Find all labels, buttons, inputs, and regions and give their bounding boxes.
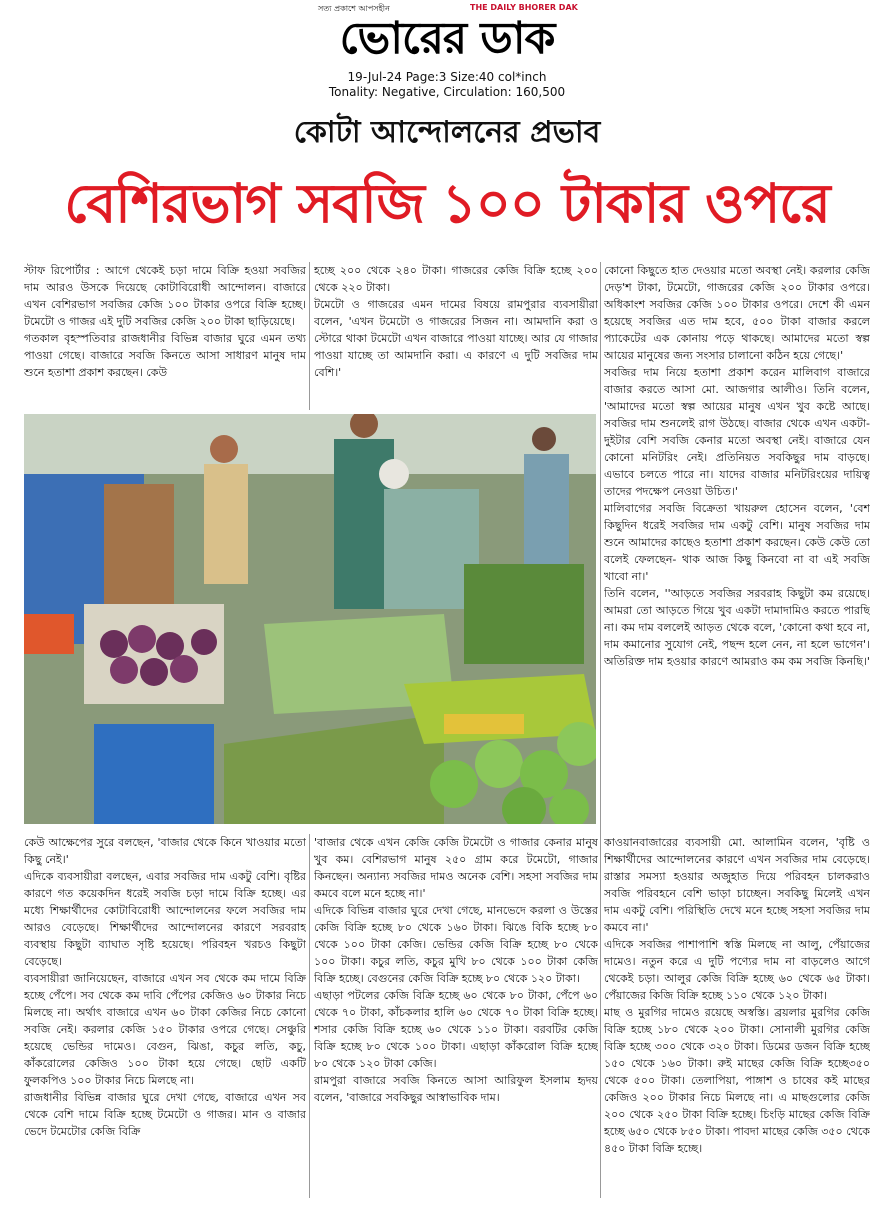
article-column-2-bottom xyxy=(314,834,598,1198)
masthead-english-name: THE DAILY BHORER DAK xyxy=(470,3,578,12)
paragraph: ব্যবসায়ীরা জানিয়েছেন, বাজারে এখন সব থেকে কম দামে বিক্রি হচ্ছে পেঁপে। সব থেকে কম দাবি পেঁপের কেজিও ৬০ টাকার নিচে মিলছে না। অর্থাৎ বাজারে এখন ৬০ টাকা কেজির নিচে কোনো সবজি নেই। করলার কেজি ১৫০ টাকার ওপরে গেছে। সেঞ্চুরি হয়েছে ভেন্ডির দামেও। বেগুন, ঝিঙা, কচুর লতি, কচু, কাঁকরোলের কেজিও ১০০ টাকা হয়ে গেছে। ছোট একটি ফুলকপিও ১০০ টাকার নিচে মিলছে না। xyxy=(24,972,306,1087)
article-column-3 xyxy=(604,262,870,840)
article-column-3-bottom xyxy=(604,834,870,1198)
paragraph: তিনি বলেন, ''আড়তে সবজির সরবরাহ কিছুটা কম রয়েছে। আমরা তো আড়তে গিয়ে খুব একটা দামাদামিও করতে পারছি না। কম দাম বললেই আড়ত থেকে বলে, 'কোনো কথা হবে না, দাম কমানোর সুযোগ নেই, পছন্দ হলে নেন, না হলে ভাগেন'। অতিরিক্ত দাম হওয়ার কারণে আমরাও কম কম সবজি কিনছি।' xyxy=(604,587,870,668)
paragraph: মাছ ও মুরগির দামেও রয়েছে অস্বস্তি। ব্রয়লার মুরগির কেজি বিক্রি হচ্ছে ১৮০ থেকে ২০০ টাকা। সোনালী মুরগির কেজি বিক্রি হচ্ছে ৩০০ থেকে ৩২০ টাকা। ডিমের ডজন বিক্রি হচ্ছে ১৫০ থেকে ১৬০ টাকা। রুই মাছের কেজি বিক্রি হচ্ছে৩৫০ থেকে ৫০০ টাকা। তেলাপিয়া, পাঙ্গাশ ও চাষের কই মাছের কেজিও ২০০ টাকার নিচে মিলছে না। এ মাছগুলোর কেজি ২০০ থেকে ২৫০ টাকা বিক্রি হচ্ছে। চিংড়ি মাছের কেজি বিক্রি হচ্ছে ৬৫০ থেকে ৮৫০ টাকা। পাবদা মাছের কেজি ৩৫০ থেকে ৪৫০ টাকা বিক্রি হচ্ছে। xyxy=(604,1006,870,1155)
paragraph: হচ্ছে ২০০ থেকে ২৪০ টাকা। গাজরের কেজি বিক্রি হচ্ছে ২০০ থেকে ২২০ টাকা। xyxy=(314,264,598,294)
paragraph: টমেটো ও গাজরের এমন দামের বিষয়ে রামপুরার ব্যবসায়ীরা বলেন, 'এখন টমেটো ও গাজরের সিজন না। আমদানি করা ও স্টোরে থাকা টমেটো এখন বাজারে পাওয়া যাচ্ছে। আর যে গাজার পাওয়া যাচ্ছে তা আমদানি করা। এ কারণে এ দুটি সবজির দাম বেশি।' xyxy=(314,298,598,379)
clipping-meta-line-1: 19-Jul-24 Page:3 Size:40 col*inch xyxy=(347,70,547,84)
paragraph: কোনো কিছুতে হাত দেওয়ার মতো অবস্থা নেই। করলার কেজি দেড়'শ টাকা, টমেটো, গাজরের কেজি ২০০ টাকার ওপরে। অধিকাংশ সবজির কেজি ১০০ টাকার ওপরে। দেশে কী এমন হয়েছে সবজির এত দাম হবে, ৫০০ টাকা বাজার করলে প্যাকেটের এক কোনায় পড়ে থাকছে। আমাদের মতো স্বল্প আয়ের মানুষের জন্য সংসার চালানো কঠিন হয়ে গেছে।' xyxy=(604,264,870,362)
column-divider xyxy=(309,262,310,410)
column-divider xyxy=(309,834,310,1198)
paragraph: কাওয়ানবাজারের ব্যবসায়ী মো. আলামিন বলেন, 'বৃষ্টি ও শিক্ষার্থীদের আন্দোলনের কারণে এখন সবজির দাম বেড়েছে। রাস্তার সমস্যা হওয়ার অজুহাত দিয়ে পরিবহন চালকরাও সবজি পরিবহনে বেশি ভাড়া চাচ্ছেন। সবকিছু মিলেই এখন দাম একটু বেশি। পরিস্থিতি দেখে মনে হচ্ছে সহসা সবজির দাম কমবে না।' xyxy=(604,836,870,934)
column-divider xyxy=(600,262,601,1198)
paragraph: সবজির দাম নিয়ে হতাশা প্রকাশ করেন মালিবাগ বাজারে বাজার করতে আসা মো. আজগার আলীও। তিনি বলেন, 'আমাদের মতো স্বল্প আয়ের মানুষ এখন খুব কষ্টে আছে। সবজির দাম শুনলেই রাগ উঠছে। বাজার থেকে এখন একটা-দুইটার বেশি সবজি কেনার মতো অবস্থা নেই। বাজারে যেন কোনো মনিটরিং নেই। প্রতিনিয়ত সবকিছুর দাম বাড়ছে। এভাবে চলতে পারে না। যাদের বাজার মনিটরিংয়ের দায়িত্ব তাদের পদক্ষেপ নেওয়া উচিত।' xyxy=(604,366,870,498)
paragraph: কেউ আক্ষেপের সুরে বলছেন, 'বাজার থেকে কিনে খাওয়ার মতো কিছু নেই।' xyxy=(24,836,306,866)
paragraph: রাজধানীর বিভিন্ন বাজার ঘুরে দেখা গেছে, বাজারে এখন সব থেকে বেশি দামে বিক্রি হচ্ছে টমেটো ও গাজর। মান ও বাজার ভেদে টমেটোর কেজি বিক্রি xyxy=(24,1091,306,1138)
paragraph: এদিকে বিভিন্ন বাজার ঘুরে দেখা গেছে, মানভেদে করলা ও উস্তের কেজি বিক্রি হচ্ছে ৮০ থেকে ১৬০ টাকা। ঝিঙে বিকি হচ্ছে ৮০ থেকে ১০০ টাকা কেজি। ভেন্ডির কেজি বিক্রি হচ্ছে ৮০ থেকে ১০০ টাকা। কচুর লতি, কচুর মুখি ৮০ থেকে ১০০ টাকা কেজি বিক্রি হচ্ছে। বেগুনের কেজি বিক্রি হচ্ছে ৮০ থেকে ১২০ টাকা। xyxy=(314,904,598,985)
newspaper-logo: ভোরের ডাক xyxy=(339,13,555,64)
paragraph: গতকাল বৃহস্পতিবার রাজধানীর বিভিন্ন বাজার ঘুরে এমন তথ্য পাওয়া গেছে। বাজারে সবজি কিনতে আসা সাধারণ মানুষ দাম শুনে হতাশা প্রকাশ করছেন। কেউ xyxy=(24,332,306,379)
article-column-1-bottom xyxy=(24,834,306,1198)
article-kicker: কোটা আন্দোলনের প্রভাব xyxy=(293,115,601,150)
article-column-2-top xyxy=(314,262,598,410)
masthead-tagline: সত্য প্রকাশে আপসহীন xyxy=(318,4,390,13)
paragraph: এদিকে সবজির পাশাপাশি স্বস্তি মিলছে না আলু, পেঁয়াজের দামেও। নতুন করে এ দুটি পণ্যের দাম না বাড়লেও আগে থেকেই চড়া। আলুর কেজি বিক্রি হচ্ছে ৬০ থেকে ৬৫ টাকা। পেঁয়াজের কিজি বিক্রি হচ্ছে ১১০ থেকে ১২০ টাকা। xyxy=(604,938,870,1002)
vegetable-market-photo xyxy=(24,414,596,824)
paragraph: মালিবাগের সবজি বিক্রেতা খায়রুল হোসেন বলেন, 'বেশ কিছুদিন ধরেই সবজির দাম একটু বেশি। মানুষ সবজির দাম শুনে আমাদের কাছেও হতাশা প্রকাশ করছেন। কেউ কেউ তো বলেই ফেলছেন- থাক আজ কিছু কিনবো না বা এই সবজি খাবো না।' xyxy=(604,502,870,583)
paragraph: এছাড়া পটলের কেজি বিক্রি হচ্ছে ৬০ থেকে ৮০ টাকা, পেঁপে ৬০ থেকে ৭০ টাকা, কাঁচকলার হালি ৬০ থেকে ৭০ টাকা বিক্রি হচ্ছে। শসার কেজি বিক্রি হচ্ছে ৬০ থেকে ১১০ টাকা। বরবটির কেজি বিক্রি হচ্ছে ৮০ থেকে ১০০ টাকা। এছাড়া কাঁকরোল বিক্রি হচ্ছে ৮০ থেকে ১২০ টাকা কেজি। xyxy=(314,989,598,1070)
paragraph: রামপুরা বাজারে সবজি কিনতে আসা আরিফুল ইসলাম হৃদয় বলেন, 'বাজারে সবকিছুর আস্বাভাবিক দাম। xyxy=(314,1074,598,1104)
masthead xyxy=(0,0,894,100)
clipping-meta-line-2: Tonality: Negative, Circulation: 160,500 xyxy=(328,85,566,99)
article-headline: বেশিরভাগ সবজি ১০০ টাকার ওপরে xyxy=(64,172,830,235)
article-column-1-top xyxy=(24,262,306,410)
paragraph: 'বাজার থেকে এখন কেজি কেজি টমেটো ও গাজার কেনার মানুষ খুব কম। বেশিরভাগ মানুষ ২৫০ গ্রাম করে টমেটো, গাজার কিনছেন। অন্যান্য সবজির দামও অনেক বেশি। সহসা সবজির দাম কমবে বলে মনে হচ্ছে না।' xyxy=(314,836,598,900)
paragraph: স্টাফ রিপোর্টার : আগে থেকেই চড়া দামে বিক্রি হওয়া সবজির দাম আরও উসকে দিয়েছে কোটাবিরোধী আন্দোলন। বাজারে এখন বেশিরভাগ সবজির কেজি ১০০ টাকার ওপরে বিক্রি হচ্ছে। টমেটো ও গাজর এই দুটি সবজির কেজি ২০০ টাকা ছাড়িয়েছে। xyxy=(24,264,306,328)
paragraph: এদিকে ব্যবসায়ীরা বলছেন, এবার সবজির দাম একটু বেশি। বৃষ্টির কারণে গত কয়েকদিন ধরেই সবজি চড়া দামে বিক্রি হচ্ছে। এর মধ্যে শিক্ষার্থীদের কোটাবিরোধী আন্দোলনের ফলে সবজির দাম আরও বেড়েছে। শিক্ষার্থীদের আন্দোলনের কারণে সরবরাহ ব্যবস্থায় কিছুটা ব্যাঘাত সৃষ্টি হয়েছে। পরিবহন খরচও কিছুটা বেড়েছে। xyxy=(24,870,306,968)
